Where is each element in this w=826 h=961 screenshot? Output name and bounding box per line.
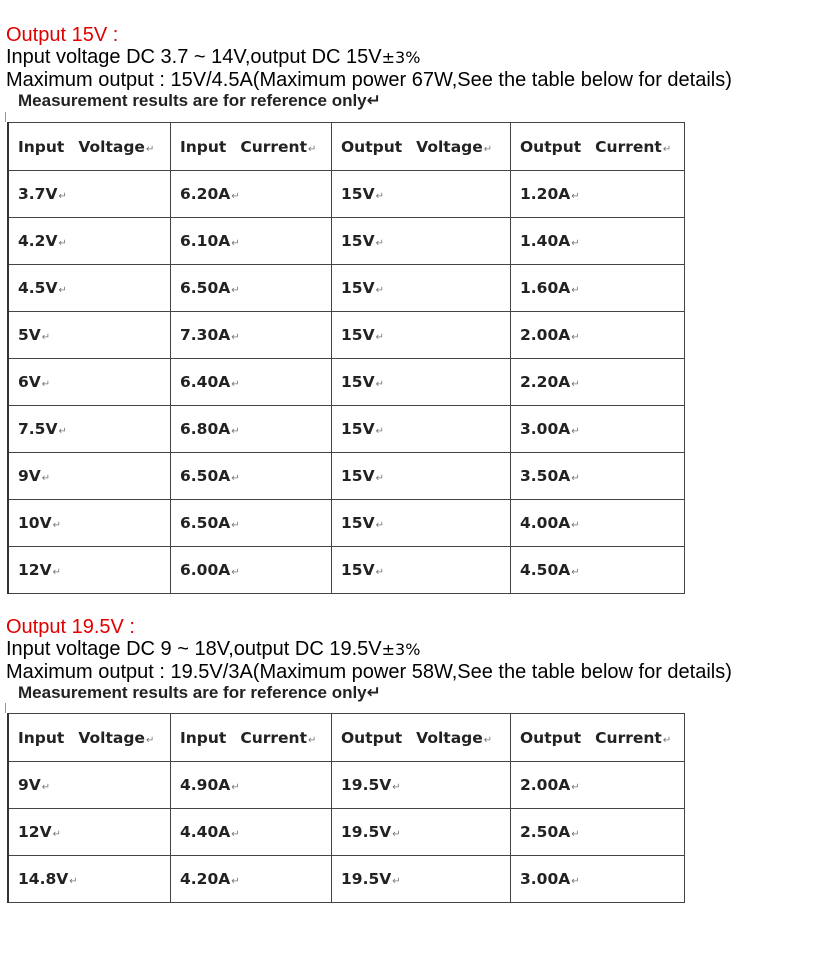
cell-text: 6.10A [180,232,231,250]
cell-mark: ↵ [145,143,155,155]
table-cell [171,312,332,359]
cell-mark: ↵ [231,426,240,437]
cell-text: 1.20A [520,185,571,203]
cell-text: 4.00A [520,514,571,532]
cell-text: 3.7V [18,185,58,203]
table-cell [8,856,171,903]
cell-text: 12V [18,823,52,841]
cell-text: 9V [18,776,41,794]
table-cell [511,809,685,856]
table-cell [171,171,332,218]
table-row [8,453,685,500]
reference-note-text: Measurement results are for reference only [18,91,367,110]
cell-text: 12V [18,561,52,579]
table-cell [171,500,332,547]
cell-text: Input Voltage [18,137,145,156]
cell-mark: ↵ [571,782,580,793]
table-cell [8,359,171,406]
table-cell [171,265,332,312]
input-spec-text: Input voltage DC 9 ~ 18V,output DC 19.5V [6,638,382,660]
cell-text: 3.00A [520,870,571,888]
cell-text: 6.00A [180,561,231,579]
table-cell [8,547,171,594]
table-cell [8,809,171,856]
cell-text: 9V [18,467,41,485]
cell-text: 15V [341,232,375,250]
cell-mark: ↵ [571,567,580,578]
table-row [8,359,685,406]
cell-mark: ↵ [52,567,61,578]
table-cell [171,218,332,265]
section-heading: Output 15V : [6,24,119,46]
cell-mark: ↵ [375,520,384,531]
table-cell [332,171,511,218]
cell-mark: ↵ [41,473,51,484]
cell-mark: ↵ [571,829,580,840]
cell-mark: ↵ [58,191,67,202]
table-cell [171,856,332,903]
section-output-15v [0,24,826,111]
cell-text: 6.20A [180,185,231,203]
reference-note-text: Measurement results are for reference only [18,683,367,702]
cell-text: Output Voltage [341,137,483,156]
cell-mark: ↵ [231,238,240,249]
table-cell [511,500,685,547]
cell-mark: ↵ [58,238,67,249]
section-output-19-5v [0,616,826,703]
table-cell [332,218,511,265]
table-cell [8,406,171,453]
cell-text: Input Voltage [18,728,145,747]
table-header-cell [332,714,511,762]
table-cell [511,856,685,903]
cell-text: 1.40A [520,232,571,250]
cell-text: Output Current [520,728,662,747]
table-cell [8,762,171,809]
cell-mark: ↵ [41,332,51,343]
table-row [8,406,685,453]
cell-mark: ↵ [69,876,78,887]
cell-text: 4.2V [18,232,58,250]
table-header-cell [332,123,511,171]
cell-mark: ↵ [375,238,384,249]
cell-mark: ↵ [231,379,240,390]
max-output-line: Maximum output : 15V/4.5A(Maximum power 67W,See the table below for details) [6,69,732,91]
cell-text: 7.5V [18,420,58,438]
cell-mark: ↵ [571,332,580,343]
table-cell [511,406,685,453]
cell-text: 15V [341,185,375,203]
cell-text: 15V [341,420,375,438]
cell-mark: ↵ [231,567,240,578]
cell-text: 15V [341,279,375,297]
cell-text: 6.50A [180,467,231,485]
section-heading: Output 19.5V : [6,616,135,638]
table-cell [332,500,511,547]
table-cell [171,453,332,500]
paragraph-mark: ↵ [366,683,381,702]
table-header-cell [171,123,332,171]
table-cell [8,265,171,312]
table-cell [511,359,685,406]
cell-mark: ↵ [571,238,580,249]
cell-text: 2.00A [520,776,571,794]
cell-mark: ↵ [41,782,51,793]
cell-text: 2.50A [520,823,571,841]
cell-mark: ↵ [145,734,155,746]
cell-mark: ↵ [58,426,67,437]
cell-mark: ↵ [52,829,61,840]
cell-mark: ↵ [483,734,493,746]
table-cell [332,453,511,500]
table-cell [171,406,332,453]
reference-note [0,683,826,703]
table-cell [332,547,511,594]
cell-mark: ↵ [375,426,384,437]
table-cell [8,453,171,500]
cell-mark: ↵ [231,191,240,202]
cell-text: 3.00A [520,420,571,438]
cell-mark: ↵ [392,782,401,793]
cell-mark: ↵ [571,426,580,437]
input-spec-line [0,638,826,661]
cell-text: 4.40A [180,823,231,841]
cell-text: 6.50A [180,514,231,532]
table-header-cell [171,714,332,762]
table-cell [8,312,171,359]
cell-mark: ↵ [662,143,672,155]
cell-text: 7.30A [180,326,231,344]
cell-text: 10V [18,514,52,532]
table-cell [511,265,685,312]
cell-mark: ↵ [571,379,580,390]
cell-mark: ↵ [52,520,61,531]
cell-mark: ↵ [571,520,580,531]
cell-mark: ↵ [375,285,384,296]
table-header-cell [511,123,685,171]
table-cell [332,856,511,903]
table-row [8,500,685,547]
table-row [8,265,685,312]
cell-mark: ↵ [231,876,240,887]
cell-text: 19.5V [341,823,392,841]
table-cell [171,809,332,856]
cell-text: 2.20A [520,373,571,391]
cell-text: Input Current [180,728,307,747]
cell-text: 6.80A [180,420,231,438]
table-cell [8,500,171,547]
table-cell [8,171,171,218]
cell-text: 19.5V [341,870,392,888]
input-tolerance: ±3% [381,48,421,67]
reference-note [0,91,826,111]
table-row [8,312,685,359]
table-cell [511,171,685,218]
cell-mark: ↵ [231,829,240,840]
text-cursor-mark [5,112,6,122]
cell-mark: ↵ [375,332,384,343]
table-header-row [8,714,685,762]
cell-text: 15V [341,326,375,344]
input-spec-text: Input voltage DC 3.7 ~ 14V,output DC 15V [6,46,382,68]
table-cell [332,265,511,312]
cell-text: 4.20A [180,870,231,888]
table-header-cell [511,714,685,762]
cell-mark: ↵ [231,285,240,296]
table-cell [332,406,511,453]
cell-text: 15V [341,514,375,532]
spec-table-19-5v [7,713,685,903]
cell-mark: ↵ [41,379,51,390]
cell-mark: ↵ [571,473,580,484]
cell-mark: ↵ [571,191,580,202]
table-cell [332,809,511,856]
table-header-row [8,123,685,171]
cell-text: 6.40A [180,373,231,391]
cell-mark: ↵ [375,473,384,484]
paragraph-mark: ↵ [366,91,381,110]
table-row [8,856,685,903]
input-tolerance: ±3% [381,640,421,659]
cell-mark: ↵ [662,734,672,746]
cell-mark: ↵ [231,520,240,531]
cell-text: 2.00A [520,326,571,344]
cell-mark: ↵ [392,876,401,887]
cell-mark: ↵ [308,143,317,155]
cell-text: 14.8V [18,870,69,888]
table-row [8,547,685,594]
table-cell [511,762,685,809]
table-header-cell [8,123,171,171]
cell-mark: ↵ [308,734,317,746]
cell-mark: ↵ [231,332,240,343]
cell-mark: ↵ [483,143,493,155]
table-row [8,171,685,218]
cell-text: 4.50A [520,561,571,579]
cell-text: 15V [341,373,375,391]
cell-mark: ↵ [375,567,384,578]
cell-mark: ↵ [375,379,384,390]
cell-mark: ↵ [571,285,580,296]
cell-text: 5V [18,326,41,344]
input-spec-line [0,46,826,69]
table-cell [171,762,332,809]
cell-text: 1.60A [520,279,571,297]
cell-text: 15V [341,467,375,485]
cell-text: 19.5V [341,776,392,794]
table-cell [332,762,511,809]
cell-text: 6V [18,373,41,391]
cell-text: 3.50A [520,467,571,485]
cell-mark: ↵ [231,782,240,793]
table-row [8,218,685,265]
table-cell [511,312,685,359]
table-cell [332,359,511,406]
max-output-line: Maximum output : 19.5V/3A(Maximum power 58W,See the table below for details) [6,661,732,683]
table-header-cell [8,714,171,762]
cell-text: Input Current [180,137,307,156]
cell-mark: ↵ [392,829,401,840]
cell-text: 6.50A [180,279,231,297]
text-cursor-mark [5,703,6,713]
table-cell [171,547,332,594]
table-cell [8,218,171,265]
table-row [8,809,685,856]
cell-text: Output Current [520,137,662,156]
cell-mark: ↵ [571,876,580,887]
table-cell [511,547,685,594]
cell-text: Output Voltage [341,728,483,747]
cell-mark: ↵ [58,285,67,296]
cell-mark: ↵ [375,191,384,202]
table-row [8,762,685,809]
table-cell [171,359,332,406]
table-cell [511,453,685,500]
spec-table-15v [7,122,685,594]
cell-text: 4.90A [180,776,231,794]
cell-mark: ↵ [231,473,240,484]
table-cell [332,312,511,359]
table-cell [511,218,685,265]
cell-text: 15V [341,561,375,579]
cell-text: 4.5V [18,279,58,297]
